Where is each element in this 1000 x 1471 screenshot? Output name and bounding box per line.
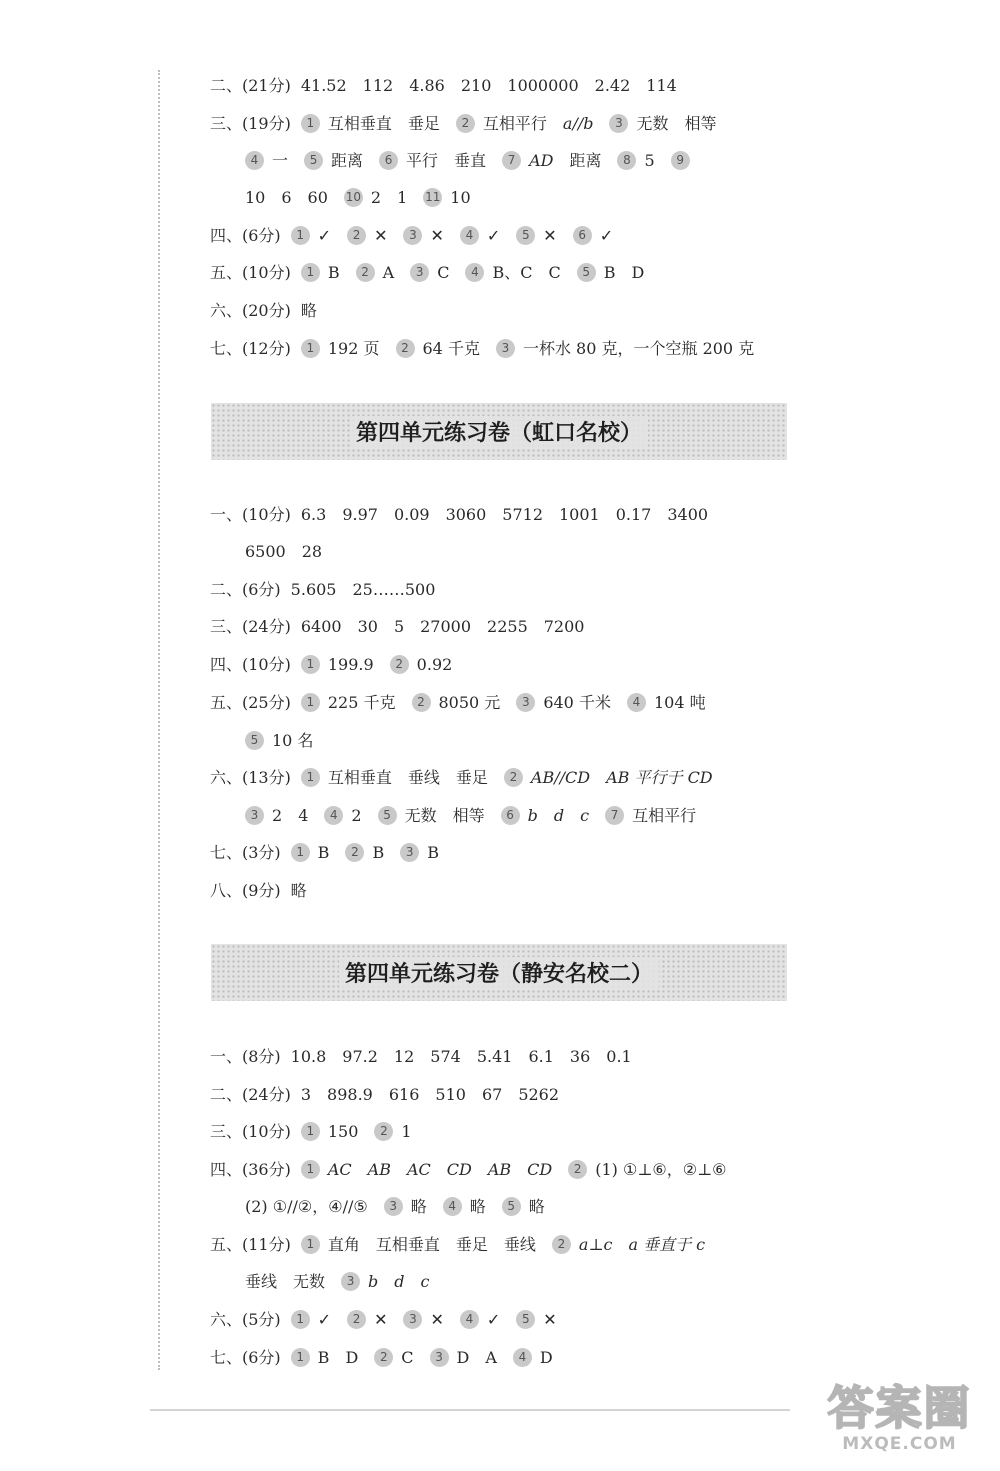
answer-line xyxy=(245,182,487,212)
question-label: 八、(9分) xyxy=(210,880,281,900)
answer-value: 199.9 xyxy=(327,654,374,674)
answer-value: ✕ xyxy=(374,1309,388,1329)
item-number-badge: 3 xyxy=(496,339,515,358)
answer-line xyxy=(210,875,323,905)
answer-value: ✕ xyxy=(430,1309,444,1329)
question-label: 七、(12分) xyxy=(210,338,291,358)
answer-value: 5 xyxy=(644,150,655,170)
answer-value: 150 xyxy=(327,1121,359,1141)
answer-value: AB//CD xyxy=(530,767,591,787)
answer-value: 114 xyxy=(646,75,677,95)
item-number-badge: 5 xyxy=(378,806,397,825)
answer-line xyxy=(245,1191,561,1221)
question-label: 七、(3分) xyxy=(210,842,281,862)
question-label: 六、(5分) xyxy=(210,1309,281,1329)
answer-line xyxy=(210,333,770,363)
answer-value: 略 xyxy=(300,300,317,320)
answer-value: 2 xyxy=(272,805,283,825)
answer-value: b xyxy=(527,805,538,825)
item-number-badge: 4 xyxy=(324,806,343,825)
watermark-logo: 答案圈 xyxy=(827,1381,972,1435)
answer-value: AB xyxy=(487,1159,512,1179)
item-number-badge: 2 xyxy=(568,1160,587,1179)
answer-value: AD xyxy=(529,150,554,170)
question-label: 四、(6分) xyxy=(210,225,281,245)
answer-value: (1) ①⊥⑥，②⊥⑥ xyxy=(595,1159,727,1179)
answer-value: c xyxy=(580,805,590,825)
answer-line xyxy=(210,1304,573,1334)
answer-line xyxy=(210,257,660,287)
bottom-divider xyxy=(150,1409,790,1411)
answer-line xyxy=(210,108,733,138)
item-number-badge: 5 xyxy=(245,731,264,750)
answer-value: 5 xyxy=(393,616,405,636)
item-number-badge: 3 xyxy=(400,843,419,862)
answer-value: 2.42 xyxy=(594,75,631,95)
question-label: 一、(10分) xyxy=(210,504,291,524)
item-number-badge: 7 xyxy=(502,151,521,170)
answer-value: AC xyxy=(406,1159,431,1179)
answer-value: 30 xyxy=(357,616,378,636)
item-number-badge: 1 xyxy=(301,114,320,133)
answer-value: 6400 xyxy=(300,616,342,636)
item-number-badge: 1 xyxy=(301,1160,320,1179)
answer-value: 互相垂直 xyxy=(327,767,392,787)
question-label: 二、(6分) xyxy=(210,579,281,599)
answer-value: ✕ xyxy=(430,225,444,245)
answer-value: 略 xyxy=(469,1196,486,1216)
item-number-badge: 6 xyxy=(379,151,398,170)
item-number-badge: 4 xyxy=(460,226,479,245)
answer-value: 1000000 xyxy=(507,75,579,95)
answer-value: 3 xyxy=(300,1084,312,1104)
item-number-badge: 4 xyxy=(460,1310,479,1329)
answer-value: ✕ xyxy=(374,225,388,245)
answer-value: 互相平行 xyxy=(482,113,547,133)
answer-value: 垂足 xyxy=(455,767,488,787)
question-label: 四、(36分) xyxy=(210,1159,291,1179)
question-label: 五、(10分) xyxy=(210,262,291,282)
answer-line xyxy=(210,499,724,529)
answer-value: ✓ xyxy=(486,1309,501,1329)
answer-value: 相等 xyxy=(684,113,717,133)
answer-value: 210 xyxy=(460,75,492,95)
answer-value: C xyxy=(548,262,561,282)
answer-value: 10 名 xyxy=(272,730,314,750)
answer-line xyxy=(210,837,455,867)
answer-value: 略 xyxy=(290,880,307,900)
answer-value: 1 xyxy=(397,187,408,207)
answer-value: B xyxy=(372,842,385,862)
answer-value: 6.1 xyxy=(528,1046,554,1066)
item-number-badge: 3 xyxy=(410,263,429,282)
answer-value: 640 千米 xyxy=(543,692,611,712)
answer-value: 1001 xyxy=(559,504,600,524)
answer-line xyxy=(210,295,333,325)
item-number-badge: 2 xyxy=(374,1348,393,1367)
item-number-badge: 2 xyxy=(347,226,366,245)
item-number-badge: 4 xyxy=(513,1348,532,1367)
answer-value: 60 xyxy=(307,187,328,207)
item-number-badge: 2 xyxy=(396,339,415,358)
answer-value: 10 xyxy=(245,187,266,207)
answer-value: 4 xyxy=(298,805,309,825)
answer-value: 垂足 xyxy=(407,113,440,133)
item-number-badge: 3 xyxy=(245,806,264,825)
item-number-badge: 4 xyxy=(627,693,646,712)
item-number-badge: 9 xyxy=(671,151,690,170)
answer-line xyxy=(210,574,451,604)
answer-line xyxy=(245,536,338,566)
section-banner-hongkou xyxy=(211,403,787,460)
item-number-badge: 5 xyxy=(516,226,535,245)
answer-value: 3060 xyxy=(445,504,487,524)
answer-line xyxy=(245,725,329,755)
answer-value: a⊥c xyxy=(578,1234,613,1254)
answer-value: 0.17 xyxy=(615,504,652,524)
answer-value: 无数 xyxy=(636,113,669,133)
question-label: 三、(24分) xyxy=(210,616,291,636)
question-label: 五、(11分) xyxy=(210,1234,291,1254)
answer-value: B、C xyxy=(492,262,533,282)
question-label: 二、(24分) xyxy=(210,1084,291,1104)
answer-value: 5262 xyxy=(518,1084,560,1104)
answer-line xyxy=(245,800,712,830)
answer-value: D xyxy=(539,1347,553,1367)
item-number-badge: 3 xyxy=(403,226,422,245)
answer-value: 64 千克 xyxy=(422,338,480,358)
answer-value: 1 xyxy=(401,1121,412,1141)
answer-value: D xyxy=(345,1347,359,1367)
answer-value: CD xyxy=(527,1159,553,1179)
question-label: 四、(10分) xyxy=(210,654,291,674)
item-number-badge: 7 xyxy=(605,806,624,825)
question-label: 七、(6分) xyxy=(210,1347,281,1367)
answer-value: b xyxy=(368,1271,379,1291)
answer-value: 6.3 xyxy=(300,504,327,524)
answer-value: 41.52 xyxy=(300,75,347,95)
answer-line xyxy=(210,1342,569,1372)
answer-value: 垂线 xyxy=(407,767,440,787)
answer-value: A xyxy=(485,1347,497,1367)
item-number-badge: 1 xyxy=(301,693,320,712)
item-number-badge: 5 xyxy=(304,151,323,170)
answer-value: B xyxy=(327,262,340,282)
answer-value: 直角 xyxy=(327,1234,360,1254)
answer-value: 28 xyxy=(301,541,323,561)
answer-value: C xyxy=(437,262,450,282)
item-number-badge: 2 xyxy=(356,263,375,282)
answer-value: 垂足 xyxy=(455,1234,488,1254)
answer-value: 0.92 xyxy=(416,654,453,674)
item-number-badge: 1 xyxy=(301,655,320,674)
answer-value: 67 xyxy=(481,1084,503,1104)
item-number-badge: 2 xyxy=(504,768,523,787)
answer-value: 垂直 xyxy=(454,150,487,170)
answer-value: 4.86 xyxy=(409,75,445,95)
answer-value: ✕ xyxy=(543,225,557,245)
answer-value: ✓ xyxy=(317,1309,332,1329)
answer-value: 12 xyxy=(393,1046,415,1066)
item-number-badge: 1 xyxy=(291,226,310,245)
item-number-badge: 1 xyxy=(301,1235,320,1254)
item-number-badge: 2 xyxy=(345,843,364,862)
answer-value: D xyxy=(631,262,645,282)
answer-value: 27000 xyxy=(420,616,472,636)
section-title: 第四单元练习卷（虹口名校） xyxy=(350,416,648,447)
answer-value: A xyxy=(382,262,395,282)
answer-value: 104 吨 xyxy=(653,692,706,712)
question-label: 二、(21分) xyxy=(210,75,291,95)
answer-value: D xyxy=(456,1347,470,1367)
answer-value: 互相垂直 xyxy=(375,1234,440,1254)
section-banner-jingan xyxy=(211,944,787,1001)
answer-value: d xyxy=(394,1271,405,1291)
answer-value: a 垂直于 c xyxy=(628,1234,706,1254)
answer-value: 2 xyxy=(351,805,362,825)
answer-value: AC xyxy=(327,1159,352,1179)
answer-value: 574 xyxy=(430,1046,461,1066)
answer-line xyxy=(210,762,729,792)
item-number-badge: 2 xyxy=(374,1122,393,1141)
answer-value: 10 xyxy=(450,187,471,207)
answer-value: 97.2 xyxy=(342,1046,378,1066)
item-number-badge: 2 xyxy=(552,1235,571,1254)
item-number-badge: 4 xyxy=(245,151,264,170)
item-number-badge: 1 xyxy=(301,1122,320,1141)
answer-value: 垂线 xyxy=(245,1271,278,1291)
item-number-badge: 11 xyxy=(423,188,442,207)
item-number-badge: 4 xyxy=(465,263,484,282)
answer-value: 192 页 xyxy=(327,338,380,358)
answer-value: 无数 xyxy=(404,805,437,825)
item-number-badge: 3 xyxy=(609,114,628,133)
answer-value: B xyxy=(317,1347,330,1367)
answer-value: 0.1 xyxy=(606,1046,632,1066)
answer-value: 一 xyxy=(272,150,289,170)
answer-value: 5712 xyxy=(502,504,543,524)
item-number-badge: 1 xyxy=(301,768,320,787)
answer-line xyxy=(210,220,629,250)
answer-value: d xyxy=(553,805,565,825)
answer-value: 25……500 xyxy=(352,579,436,599)
answer-value: 6500 xyxy=(245,541,286,561)
answer-value: 36 xyxy=(569,1046,591,1066)
answer-value: 距离 xyxy=(569,150,602,170)
question-label: 五、(25分) xyxy=(210,692,291,712)
answer-value: 相等 xyxy=(452,805,485,825)
item-number-badge: 1 xyxy=(291,1348,310,1367)
answer-value: 略 xyxy=(528,1196,545,1216)
answer-value: 510 xyxy=(435,1084,466,1104)
question-label: 三、(19分) xyxy=(210,113,291,133)
question-label: 三、(10分) xyxy=(210,1121,291,1141)
answer-value: c xyxy=(420,1271,430,1291)
item-number-badge: 5 xyxy=(502,1197,521,1216)
answer-line xyxy=(210,1116,428,1146)
item-number-badge: 3 xyxy=(403,1310,422,1329)
answer-value: 2 xyxy=(370,187,382,207)
item-number-badge: 3 xyxy=(430,1348,449,1367)
answer-value: 一杯水 80 克，一个空瓶 200 克 xyxy=(522,338,755,358)
item-number-badge: 3 xyxy=(516,693,535,712)
item-number-badge: 3 xyxy=(341,1272,360,1291)
item-number-badge: 1 xyxy=(301,263,320,282)
item-number-badge: 1 xyxy=(301,339,320,358)
answer-value: B xyxy=(427,842,439,862)
item-number-badge: 3 xyxy=(384,1197,403,1216)
item-number-badge: 1 xyxy=(291,843,310,862)
item-number-badge: 8 xyxy=(617,151,636,170)
answer-value: AB xyxy=(367,1159,391,1179)
answer-line xyxy=(210,1079,575,1109)
item-number-badge: 2 xyxy=(456,114,475,133)
answer-value: 10.8 xyxy=(290,1046,327,1066)
answer-line xyxy=(210,1154,742,1184)
item-number-badge: 6 xyxy=(501,806,520,825)
item-number-badge: 5 xyxy=(516,1310,535,1329)
item-number-badge: 1 xyxy=(291,1310,310,1329)
question-label: 六、(13分) xyxy=(210,767,291,787)
answer-value: 9.97 xyxy=(342,504,378,524)
answer-value: 互相垂直 xyxy=(327,113,392,133)
answer-value: 无数 xyxy=(293,1271,326,1291)
answer-value: 互相平行 xyxy=(632,805,697,825)
answer-value: 2255 xyxy=(487,616,528,636)
answer-value: 0.09 xyxy=(393,504,430,524)
section-title: 第四单元练习卷（静安名校二） xyxy=(339,957,659,988)
answer-value: 5.41 xyxy=(476,1046,513,1066)
answer-line xyxy=(210,70,693,100)
answer-value: 225 千克 xyxy=(327,692,396,712)
answer-value: 垂线 xyxy=(503,1234,536,1254)
answer-value: 距离 xyxy=(331,150,364,170)
answer-value: 7200 xyxy=(543,616,585,636)
answer-line xyxy=(210,611,600,641)
answer-value: ✕ xyxy=(543,1309,557,1329)
answer-value: 616 xyxy=(388,1084,420,1104)
answer-value: 5.605 xyxy=(290,579,337,599)
item-number-badge: 4 xyxy=(443,1197,462,1216)
answer-value: 112 xyxy=(362,75,394,95)
item-number-badge: 2 xyxy=(412,693,431,712)
answer-value: ✓ xyxy=(599,225,614,245)
answer-line xyxy=(210,1041,648,1071)
answer-value: 898.9 xyxy=(327,1084,373,1104)
item-number-badge: 10 xyxy=(344,188,363,207)
answer-value: B xyxy=(317,842,330,862)
answer-value: (2) ①//②，④//⑤ xyxy=(245,1196,368,1216)
answer-value: ✓ xyxy=(317,225,332,245)
answer-value: a//b xyxy=(562,113,594,133)
answer-value: C xyxy=(401,1347,414,1367)
answer-line xyxy=(210,649,468,679)
answer-value: AB 平行于 CD xyxy=(606,767,713,787)
watermark xyxy=(812,1382,987,1462)
answer-value: B xyxy=(603,262,616,282)
answer-value: CD xyxy=(446,1159,472,1179)
item-number-badge: 2 xyxy=(390,655,409,674)
question-label: 一、(8分) xyxy=(210,1046,281,1066)
answer-value: 3400 xyxy=(667,504,709,524)
item-number-badge: 2 xyxy=(347,1310,366,1329)
answer-line xyxy=(210,687,722,717)
answer-value: 6 xyxy=(281,187,292,207)
item-number-badge: 5 xyxy=(577,263,596,282)
answer-line xyxy=(210,1229,721,1259)
answer-value: 平行 xyxy=(406,150,439,170)
answer-value: ✓ xyxy=(486,225,501,245)
item-number-badge: 6 xyxy=(573,226,592,245)
answer-line xyxy=(245,1266,446,1296)
question-label: 六、(20分) xyxy=(210,300,291,320)
margin-dotted-line xyxy=(158,70,160,1370)
answer-line xyxy=(245,145,698,175)
watermark-site: MXQE.COM xyxy=(842,1434,957,1454)
answer-value: 8050 元 xyxy=(438,692,501,712)
answer-value: 略 xyxy=(410,1196,427,1216)
